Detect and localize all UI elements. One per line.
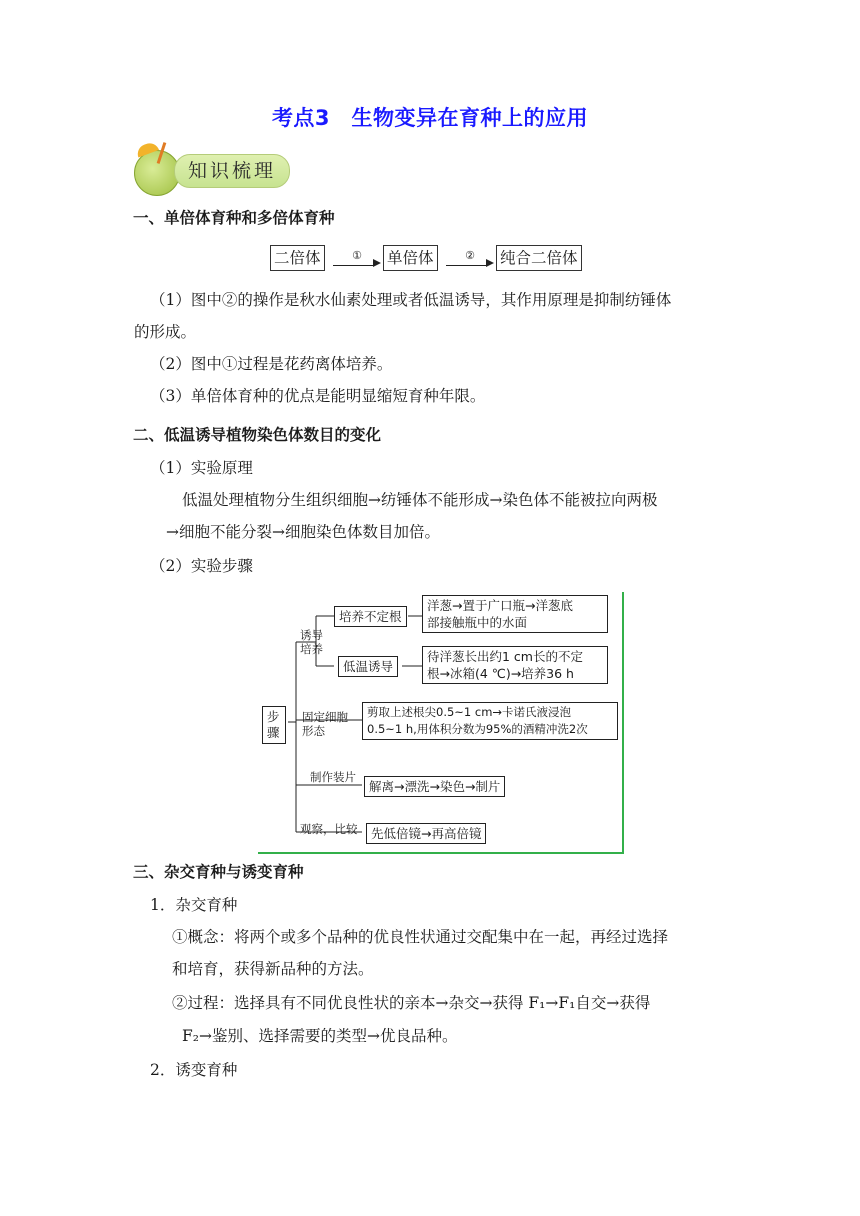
flow-box-haploid: 单倍体 [383,245,438,271]
flow-arrow-2-label: ② [465,249,475,262]
chart-text-culture-roots-line1: 洋葱→置于广口瓶→洋葱底 [427,598,573,613]
flow-box-diploid: 二倍体 [270,245,325,271]
chart-group-slide: 制作装片 [310,770,356,784]
chart-text-low-temp-line2: 根→冰箱(4 ℃)→培养36 h [427,666,574,681]
flow-arrow-2 [446,249,494,262]
flow-arrow-1 [333,249,381,262]
flow-arrow-1-label: ① [352,249,362,262]
chart-text-slide: 解离→漂洗→染色→制片 [364,776,505,797]
chart-text-fixation-line1: 剪取上述根尖0.5~1 cm→卡诺氏液浸泡 [367,705,572,719]
chart-text-low-temp [422,646,608,684]
chart-text-fixation-line2: 0.5~1 h,用体积分数为95%的酒精冲洗2次 [367,722,588,736]
s3-process-line1: ②过程：选择具有不同优良性状的亲本→杂交→获得 F₁→F₁自交→获得 [172,994,651,1012]
s2-sub1: （1）实验原理 [150,459,253,477]
s1-para1-line1: （1）图中②的操作是秋水仙素处理或者低温诱导，其作用原理是抑制纺锤体 [150,291,672,309]
s3-sub2: 2．诱变育种 [150,1061,238,1079]
chart-group-induction: 诱导培养 [300,628,323,656]
s1-para2: （2）图中①过程是花药离体培养。 [150,355,393,373]
chart-text-culture-roots-line2: 部接触瓶中的水面 [427,615,528,630]
flow-box-homozygous: 纯合二倍体 [496,245,582,271]
section1-heading: 一、单倍体育种和多倍体育种 [133,209,335,227]
s1-para3: （3）单倍体育种的优点是能明显缩短育种年限。 [150,387,486,405]
chart-text-fixation [362,702,618,740]
chart-node-low-temp: 低温诱导 [338,656,398,677]
experiment-steps-chart [258,592,624,854]
s3-sub1: 1．杂交育种 [150,896,238,914]
section2-heading: 二、低温诱导植物染色体数目的变化 [133,426,382,444]
banner-label: 知识梳理 [174,154,290,188]
section3-heading: 三、杂交育种与诱变育种 [133,863,304,881]
chart-text-culture-roots [422,595,608,633]
s3-concept-line1: ①概念：将两个或多个品种的优良性状通过交配集中在一起，再经过选择 [172,928,669,946]
chart-root-steps: 步骤 [262,706,286,744]
s2-sub2: （2）实验步骤 [150,557,253,575]
knowledge-banner [130,142,290,198]
chart-text-observe: 先低倍镜→再高倍镜 [366,823,486,844]
chart-node-culture-roots: 培养不定根 [334,606,407,627]
page-title: 考点3 生物变异在育种上的应用 [271,106,589,130]
chart-text-low-temp-line1: 待洋葱长出约1 cm长的不定 [427,649,583,664]
s3-process-line2: F₂→鉴别、选择需要的类型→优良品种。 [182,1027,458,1045]
s1-para1-line2: 的形成。 [134,323,197,341]
chart-group-fixation: 固定细胞形态 [302,710,348,738]
chart-group-observe: 观察，比较 [300,822,358,836]
s2-principle-line2: →细胞不能分裂→细胞染色体数目加倍。 [166,523,440,541]
s2-principle-line1: 低温处理植物分生组织细胞→纺锤体不能形成→染色体不能被拉向两极 [182,491,658,509]
s3-concept-line2: 和培育，获得新品种的方法。 [172,960,374,978]
